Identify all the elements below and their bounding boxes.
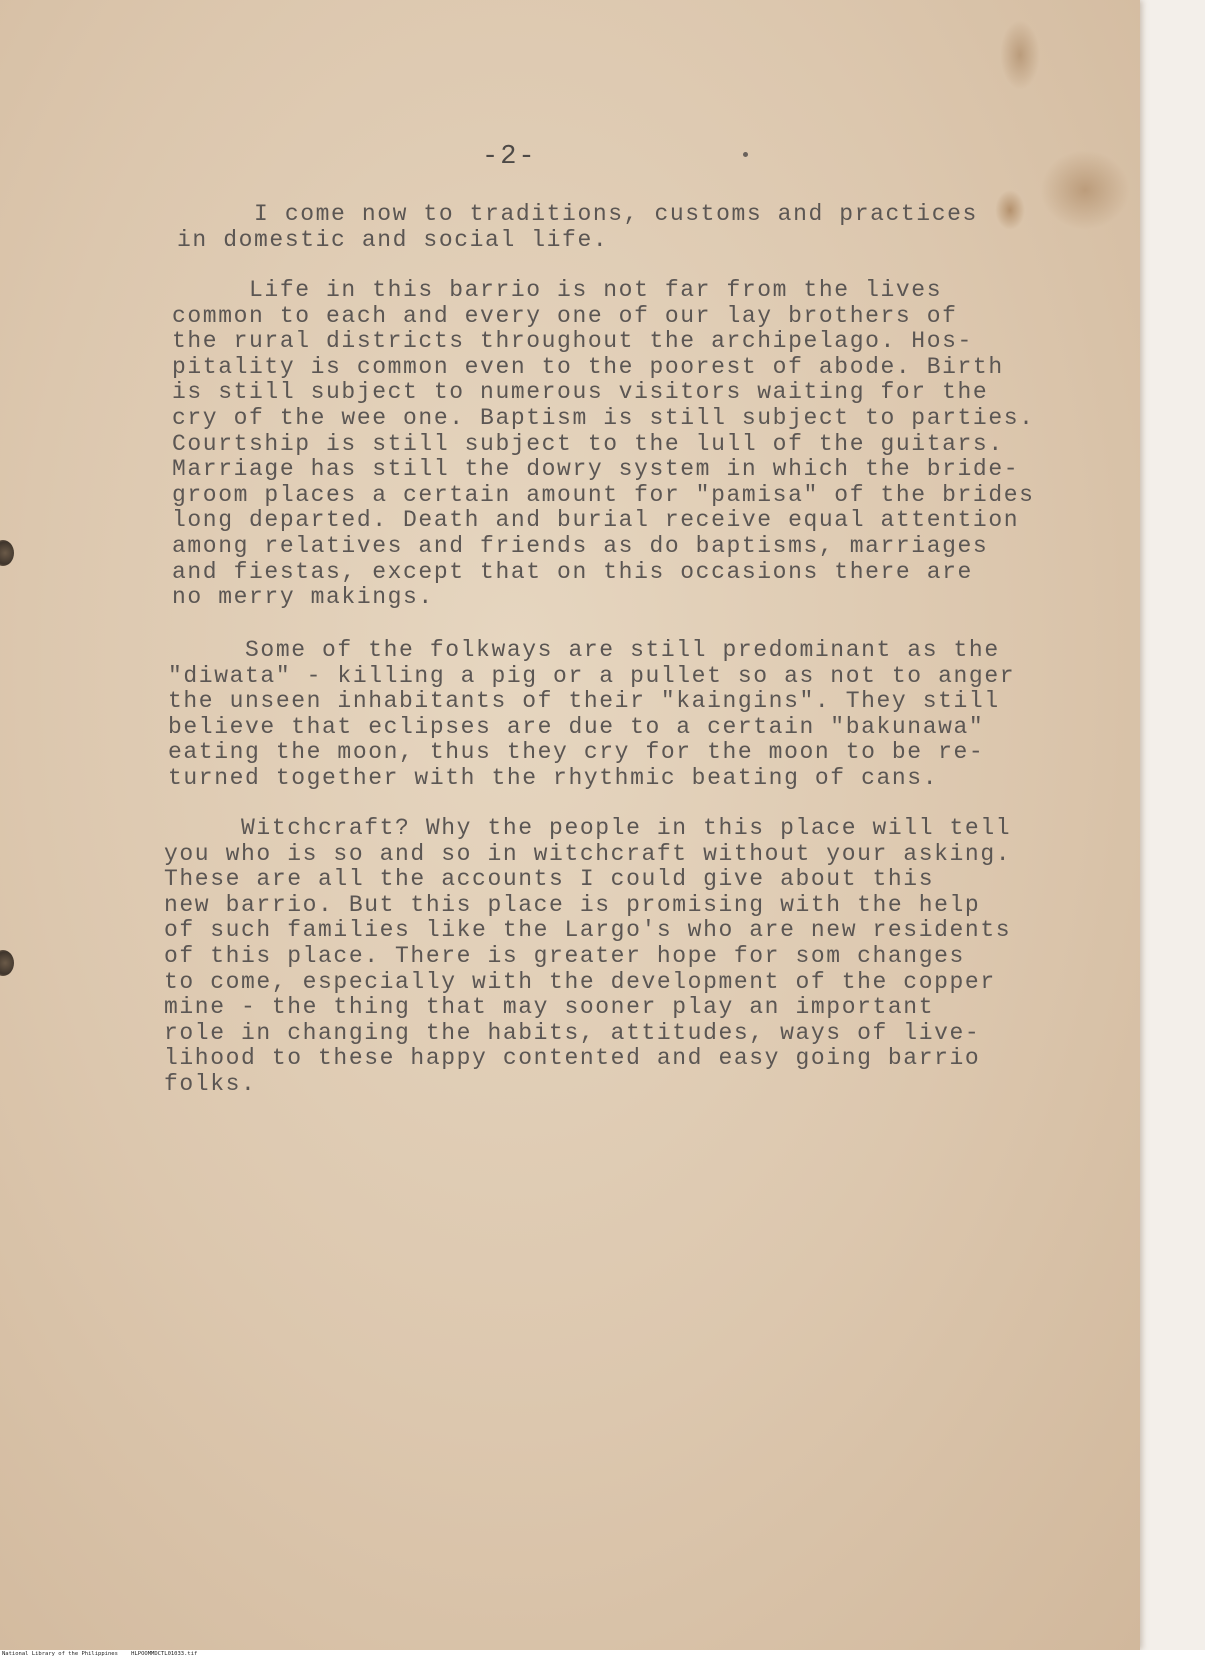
paragraph-witchcraft: Witchcraft? Why the people in this place will tell you who is so and so in witchcraft without your asking. These are all the accounts I could give about this new barrio. But this place is promising with the help of such families like the Largo's who are new residents of this place. There is greater hope for som changes to come, especially with the development of the copper mine - the thing that may sooner play an important role in changing the habits, attitudes, ways of live- lihood to these happy contented and easy going barrio folks. bbox=[164, 815, 1012, 1097]
paper-stain bbox=[995, 190, 1025, 230]
page-number: -2- bbox=[482, 142, 537, 172]
paragraph-folkways: Some of the folkways are still predominant as the "diwata" - killing a pig or a pullet so as not to anger the unseen inhabitants of their "kaingins". They still believe that eclipses are due to a certain "bakunawa" eating the moon, thus they cry for the moon to be re- turned together with the rhythmic beating of cans. bbox=[168, 637, 1016, 791]
paragraph-traditions-intro: I come now to traditions, customs and practices in domestic and social life. bbox=[177, 201, 978, 253]
paragraph-barrio-life: Life in this barrio is not far from the lives common to each and every one of our lay brothers of the rural districts throughout the archipelago. Hos- pitality is common even to the poorest of abode. Birth is still subject to numerous visitors waiting for the cry of the wee one. Baptism is still subject to parties. Courtship is still subject to the lull of the guitars. Marriage has still the dowry system in which the bride- groom places a certain amount for "pamisa" of the brides long departed. Death and burial receive equal attention among relatives and friends as do baptisms, marriages and fiestas, except that on this occasions there are no merry makings. bbox=[172, 277, 1035, 611]
punch-hole bbox=[0, 950, 14, 976]
paper-speck bbox=[743, 152, 748, 157]
punch-hole bbox=[0, 540, 14, 566]
archive-footer: National Library of the Philippines HLPOOMMDCTL01033.tif bbox=[2, 1651, 198, 1657]
paper-stain bbox=[1000, 20, 1040, 90]
paper-stain bbox=[1040, 150, 1130, 230]
